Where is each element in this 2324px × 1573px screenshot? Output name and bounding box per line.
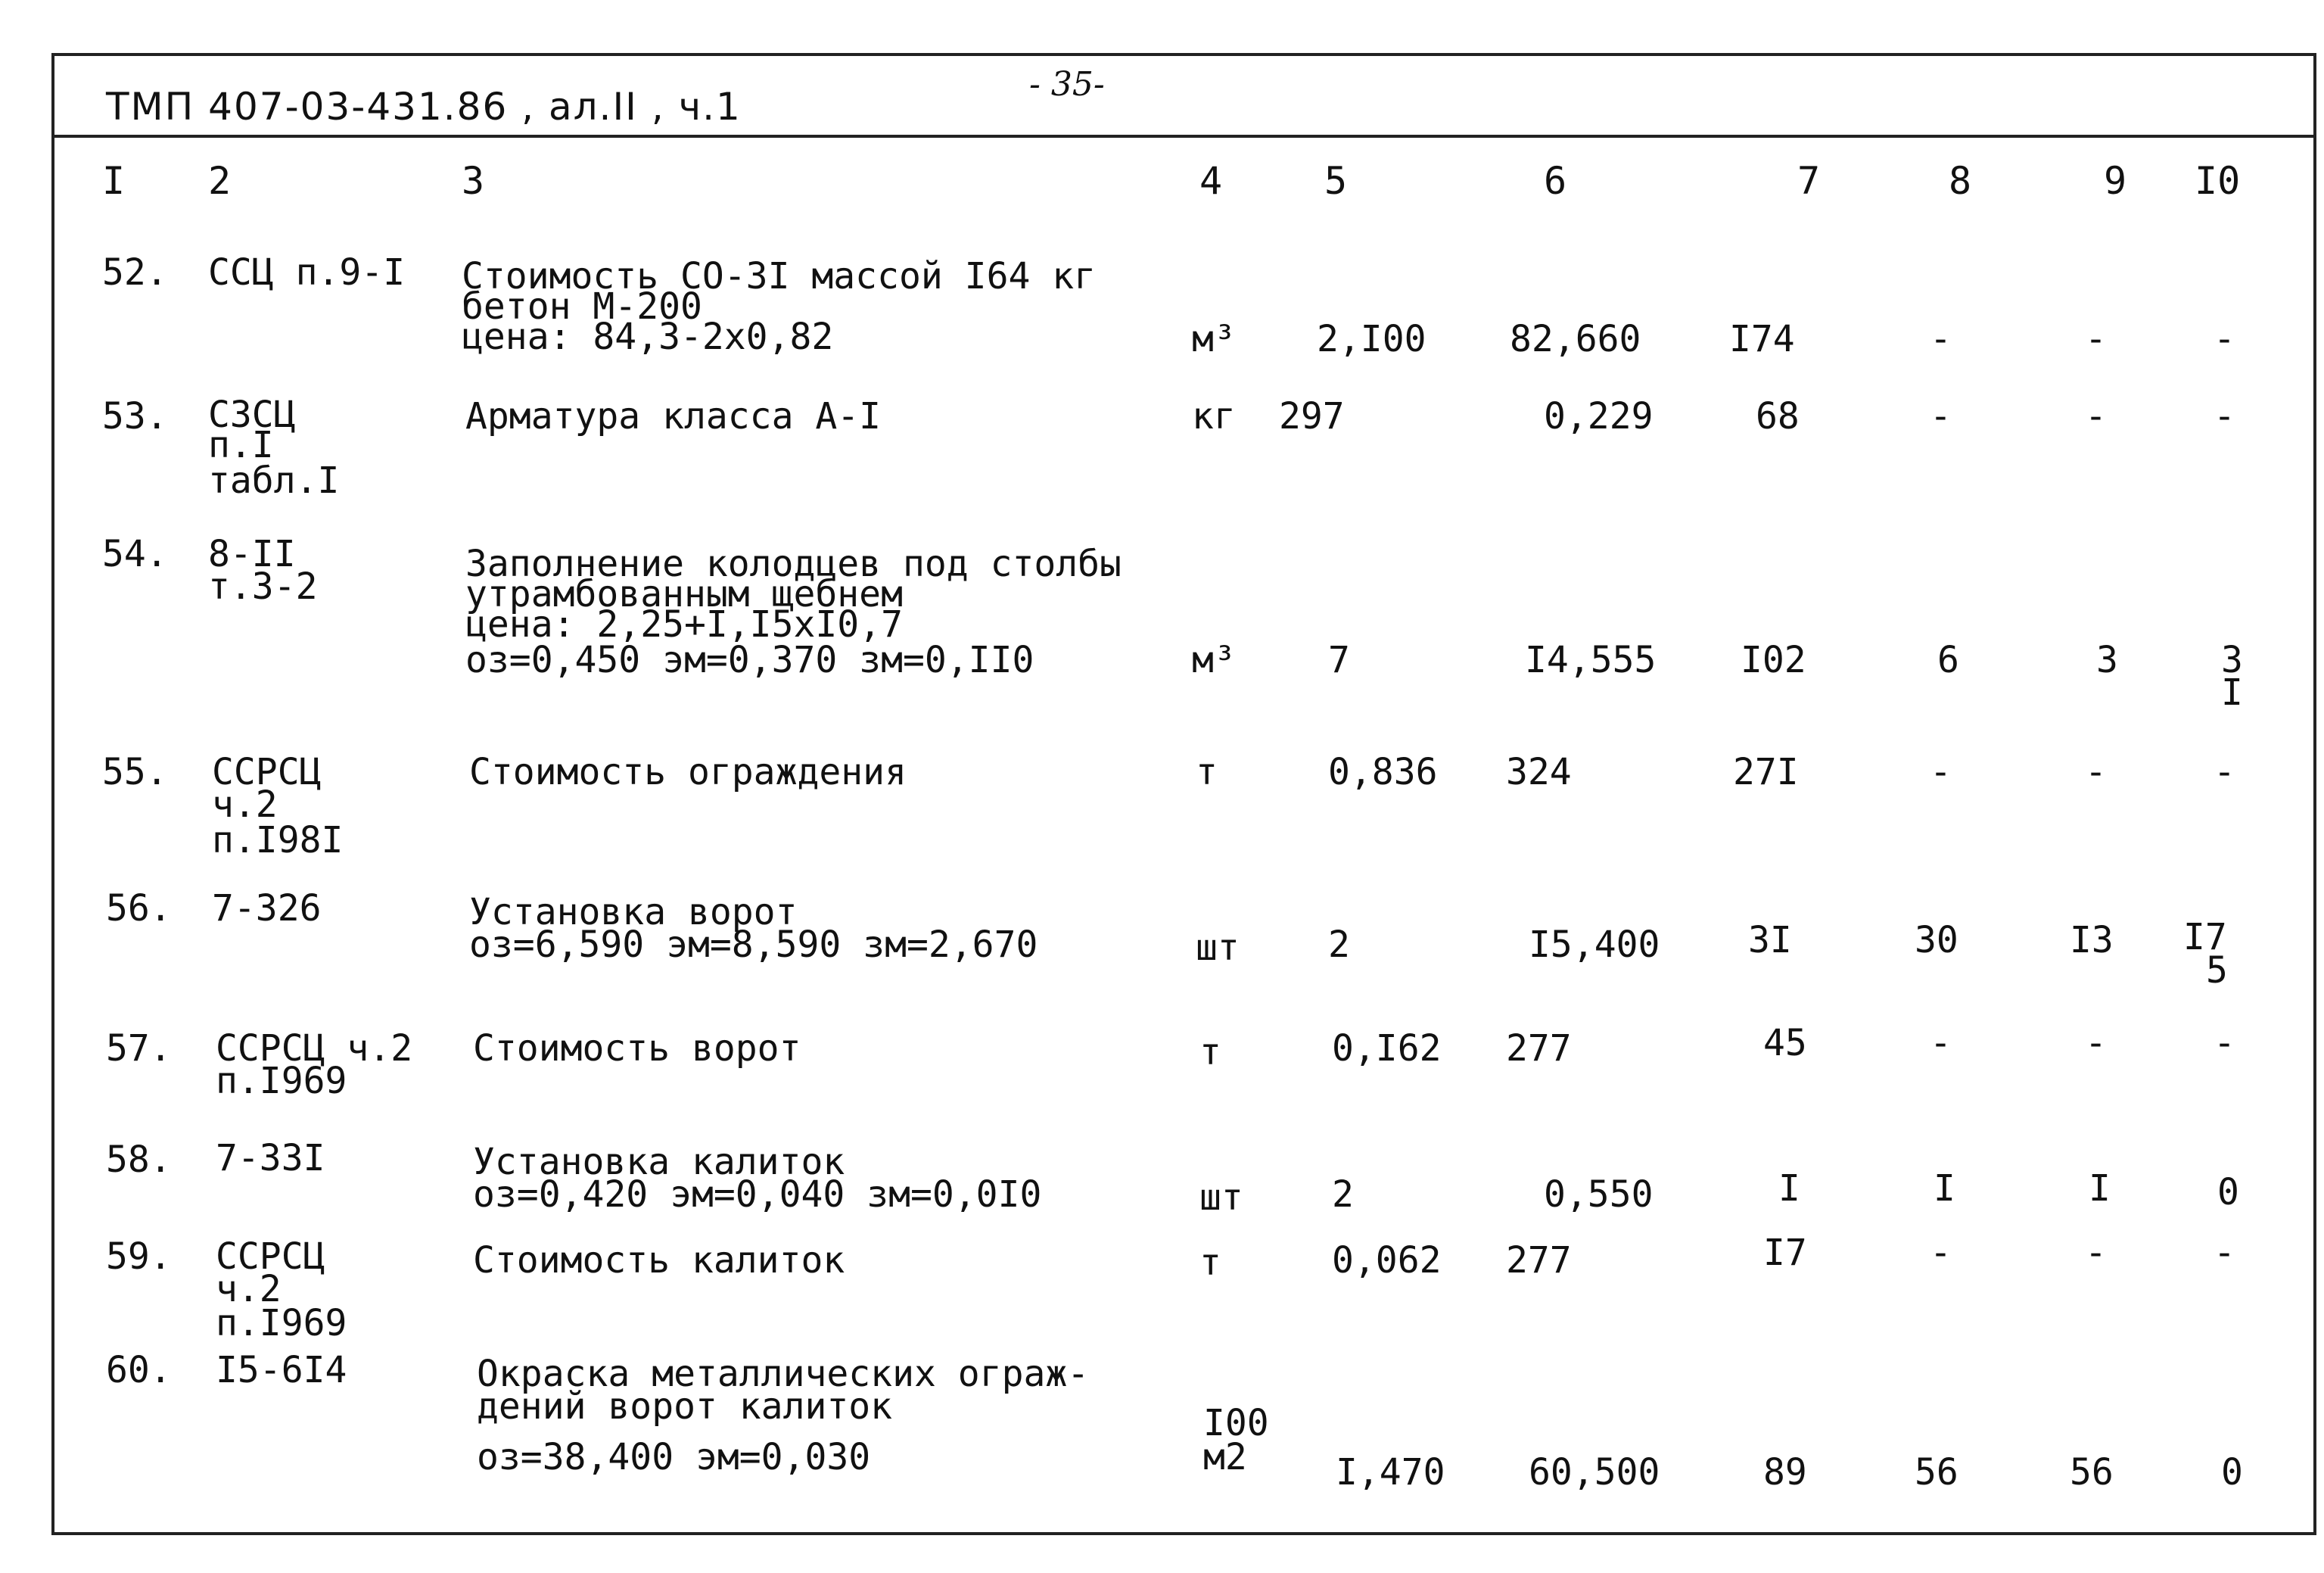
column-header-3: 3 (462, 159, 485, 203)
row-col8: - (1930, 395, 1952, 438)
header-divider (51, 135, 2316, 138)
row-unit: м³ (1192, 639, 1236, 681)
row-unit: I00 (1203, 1402, 1269, 1444)
column-header-9: 9 (2104, 159, 2127, 203)
row-quantity: I,470 (1336, 1451, 1445, 1494)
column-header-8: 8 (1949, 159, 1972, 203)
row-col8: - (1930, 1232, 1952, 1274)
row-quantity: 2,I00 (1317, 318, 1426, 360)
row-code-line: п.I (208, 424, 274, 466)
row-total: I7 (1763, 1232, 1807, 1274)
column-header-2: 2 (208, 159, 232, 203)
row-unit-second-line: м2 (1203, 1436, 1247, 1478)
row-number: 58. (106, 1138, 172, 1181)
row-unit-price: 0,229 (1544, 395, 1654, 438)
row-col10: - (2214, 1022, 2235, 1064)
row-code-line: 7-326 (212, 887, 322, 930)
column-header-5: 5 (1324, 159, 1348, 203)
row-unit-price: 82,660 (1510, 318, 1641, 360)
row-col10-second-line: I (2221, 671, 2243, 714)
row-description-line: бетон М-200 (462, 285, 702, 328)
row-col10: 0 (2217, 1171, 2239, 1213)
row-quantity: 0,I62 (1332, 1027, 1442, 1070)
row-total: 68 (1756, 395, 1800, 438)
row-description-line: Арматура класса А-I (465, 395, 882, 438)
row-code-line: п.I98I (212, 819, 344, 861)
column-header-6: 6 (1544, 159, 1567, 203)
row-col10: I7 (2183, 916, 2227, 958)
row-col8: I (1934, 1167, 1955, 1210)
column-header-7: 7 (1797, 159, 1821, 203)
row-number: 53. (102, 395, 168, 438)
row-code-line: 7-33I (216, 1137, 325, 1179)
row-col8: - (1930, 318, 1952, 360)
row-code-line: ССРСЦ (216, 1235, 325, 1278)
row-col9: 56 (2070, 1451, 2114, 1494)
row-description-line: оз=38,400 эм=0,030 (477, 1436, 871, 1478)
row-unit: м³ (1192, 318, 1236, 360)
row-col9: 3 (2096, 639, 2118, 681)
row-total: I74 (1729, 318, 1795, 360)
row-code-line: I5-6I4 (216, 1349, 347, 1391)
row-description-line: дений ворот калиток (477, 1385, 893, 1428)
row-col9: - (2085, 1022, 2107, 1064)
row-col10-second-line: 5 (2206, 949, 2228, 992)
row-quantity: 2 (1332, 1173, 1354, 1216)
row-col8: 30 (1915, 919, 1958, 961)
row-description-line: оз=6,590 эм=8,590 зм=2,670 (469, 924, 1038, 966)
row-number: 52. (102, 251, 168, 294)
row-unit-price: 277 (1506, 1239, 1572, 1282)
row-code-line: ч.2 (212, 783, 278, 826)
row-code-line: ССРСЦ (212, 751, 322, 793)
row-col8: 6 (1937, 639, 1959, 681)
row-quantity: 0,836 (1328, 751, 1438, 793)
row-description-line: Стоимость СО-3I массой I64 кг (462, 255, 1097, 297)
row-description-line: оз=0,450 эм=0,370 зм=0,II0 (465, 639, 1034, 681)
row-unit: шт (1199, 1176, 1243, 1219)
row-code-line: ССЦ п.9-I (208, 251, 406, 294)
row-description-line: Установка ворот (469, 891, 798, 933)
row-number: 56. (106, 887, 172, 930)
row-code-line: п.I969 (216, 1302, 347, 1344)
row-number: 57. (106, 1027, 172, 1070)
row-total: I02 (1741, 639, 1806, 681)
row-unit-price: 0,550 (1544, 1173, 1654, 1216)
row-col9: I (2089, 1167, 2111, 1210)
row-total: 3I (1748, 919, 1792, 961)
row-code-line: СЗСЦ (208, 394, 296, 436)
row-quantity: 2 (1328, 924, 1350, 966)
row-code-line: ч.2 (216, 1268, 282, 1310)
row-code-line: 8-II (208, 533, 296, 575)
page-number: - 35- (1029, 65, 1105, 104)
row-code-line: табл.I (208, 459, 340, 502)
row-description-line: утрамбованным щебнем (465, 573, 903, 615)
column-header-1: I (102, 159, 126, 203)
row-col10: - (2214, 395, 2235, 438)
row-description-line: Стоимость ворот (473, 1027, 801, 1070)
row-description-line: цена: 84,3-2х0,82 (462, 316, 834, 358)
column-header-10: I0 (2195, 159, 2241, 203)
row-col9: - (2085, 751, 2107, 793)
row-col8: 56 (1915, 1451, 1958, 1494)
row-description-line: цена: 2,25+I,I5хI0,7 (465, 603, 903, 646)
row-code-line: т.3-2 (208, 565, 318, 608)
row-unit-price: 277 (1506, 1027, 1572, 1070)
row-unit-price: 324 (1506, 751, 1572, 793)
row-description-line: Установка калиток (473, 1141, 845, 1183)
row-total: 89 (1763, 1451, 1807, 1494)
row-unit: т (1199, 1031, 1221, 1073)
row-unit-price: I5,400 (1529, 924, 1660, 966)
row-description-line: Заполнение колодцев под столбы (465, 543, 1122, 585)
row-total: I (1778, 1167, 1800, 1210)
row-number: 59. (106, 1235, 172, 1278)
row-unit: кг (1192, 395, 1236, 438)
row-col8: - (1930, 1022, 1952, 1064)
row-code-line: п.I969 (216, 1060, 347, 1102)
row-col10: - (2214, 318, 2235, 360)
row-col9: - (2085, 395, 2107, 438)
row-description-line: Окраска металлических ограж- (477, 1353, 1090, 1395)
row-col9: - (2085, 318, 2107, 360)
row-col8: - (1930, 751, 1952, 793)
row-number: 60. (106, 1349, 172, 1391)
row-col9: - (2085, 1232, 2107, 1274)
row-description-line: Стоимость ограждения (469, 751, 907, 793)
row-quantity: 297 (1279, 395, 1345, 438)
row-number: 55. (102, 751, 168, 793)
row-unit: т (1196, 751, 1218, 793)
row-description-line: Стоимость калиток (473, 1239, 845, 1282)
row-col10: - (2214, 751, 2235, 793)
row-unit-price: 60,500 (1529, 1451, 1660, 1494)
row-col9: I3 (2070, 919, 2114, 961)
row-description-line: оз=0,420 эм=0,040 зм=0,0I0 (473, 1173, 1042, 1216)
row-unit-price: I4,555 (1525, 639, 1657, 681)
row-code-line: ССРСЦ ч.2 (216, 1027, 413, 1070)
row-quantity: 0,062 (1332, 1239, 1442, 1282)
column-header-4: 4 (1199, 159, 1223, 203)
row-col10: 3 (2221, 639, 2243, 681)
row-number: 54. (102, 533, 168, 575)
row-total: 45 (1763, 1022, 1807, 1064)
row-col10: - (2214, 1232, 2235, 1274)
row-unit: т (1199, 1241, 1221, 1284)
document-reference: ТМП 407-03-431.86 , ал.II , ч.1 (106, 85, 742, 129)
row-quantity: 7 (1328, 639, 1350, 681)
row-unit: шт (1196, 927, 1240, 969)
row-col10: 0 (2221, 1451, 2243, 1494)
row-total: 27I (1733, 751, 1799, 793)
